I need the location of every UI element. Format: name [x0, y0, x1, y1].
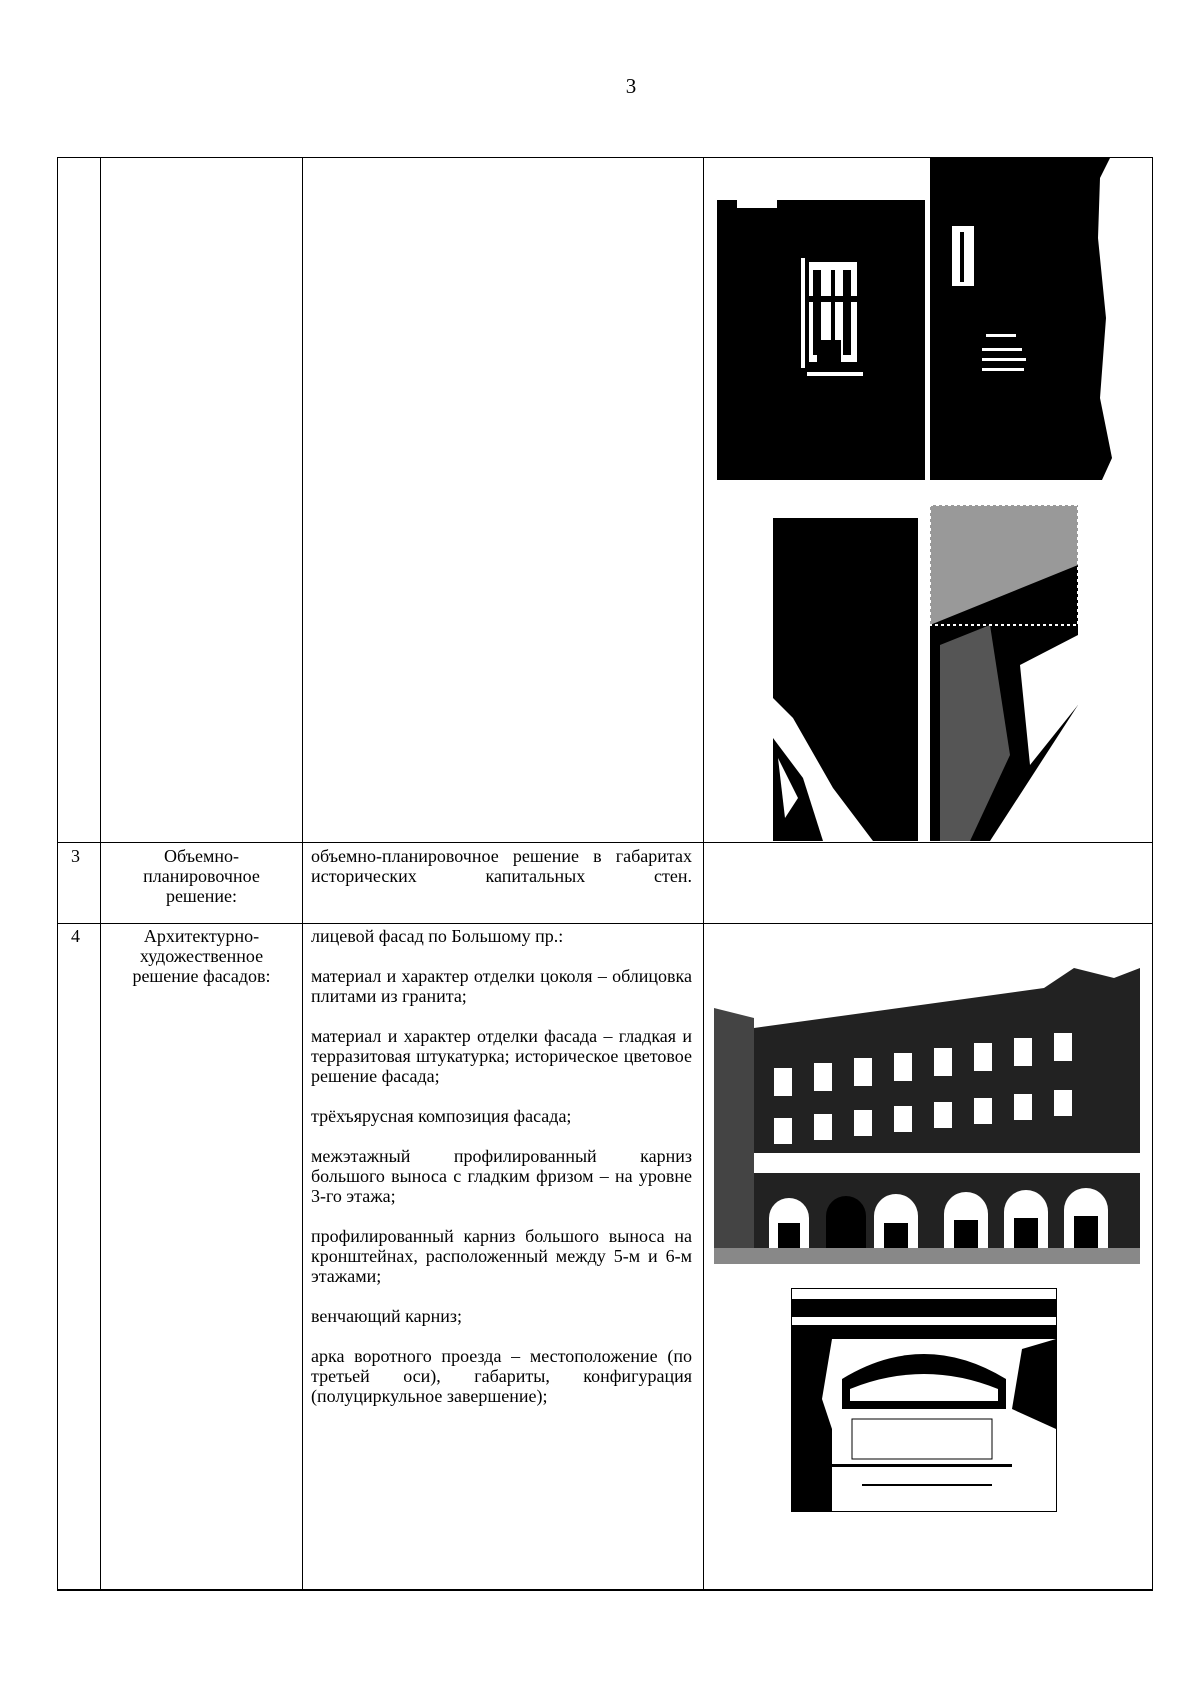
row-divider-1 — [57, 842, 1153, 843]
description-text: объемно-планировочное решение в габаритах исторических капитальных стен. — [311, 846, 692, 886]
description-item: профилированный карниз большого выноса на кронштейнах, расположенный между 5-м и 6-м этажами; — [311, 1226, 692, 1286]
table-border-bottom — [57, 1589, 1153, 1591]
description-item: материал и характер отделки фасада – гладкая и терразитовая штукатурка; историческое цветовое решение фасада; — [311, 1026, 692, 1086]
row-number: 3 — [71, 846, 80, 866]
row-description — [311, 846, 692, 886]
column-divider-3 — [703, 157, 704, 1591]
building-facade-photo — [714, 948, 1140, 1264]
description-item: венчающий карниз; — [311, 1306, 462, 1326]
description-item: трёхъярусная композиция фасада; — [311, 1106, 572, 1126]
dark-wall-photo — [773, 518, 918, 841]
row-description — [311, 926, 692, 1406]
column-divider-1 — [100, 157, 101, 1591]
table-border-right — [1152, 157, 1153, 1591]
cornice-detail-photo — [791, 1288, 1057, 1512]
row-name: Объемно- планировочное решение: — [143, 846, 260, 906]
stairwell-ceiling-photo — [930, 505, 1078, 841]
window-interior-photo — [717, 200, 925, 480]
description-item: межэтажный профилированный карниз большого выноса с гладким фризом – на уровне 3-го этажа; — [311, 1146, 692, 1206]
staircase-window-photo — [930, 158, 1130, 480]
row-name: Архитектурно- художественное решение фасадов: — [132, 926, 271, 986]
description-item: материал и характер отделки цоколя – облицовка плитами из гранита; — [311, 966, 692, 1006]
column-divider-2 — [302, 157, 303, 1591]
page-number: 3 — [625, 74, 637, 98]
table-border-left — [57, 157, 58, 1591]
row-number: 4 — [71, 926, 80, 946]
row-divider-2 — [57, 923, 1153, 924]
description-item: арка воротного проезда – местоположение (по третьей оси), габариты, конфигурация (полуциркульное завершение); — [311, 1346, 692, 1406]
description-heading: лицевой фасад по Большому пр.: — [311, 926, 564, 946]
